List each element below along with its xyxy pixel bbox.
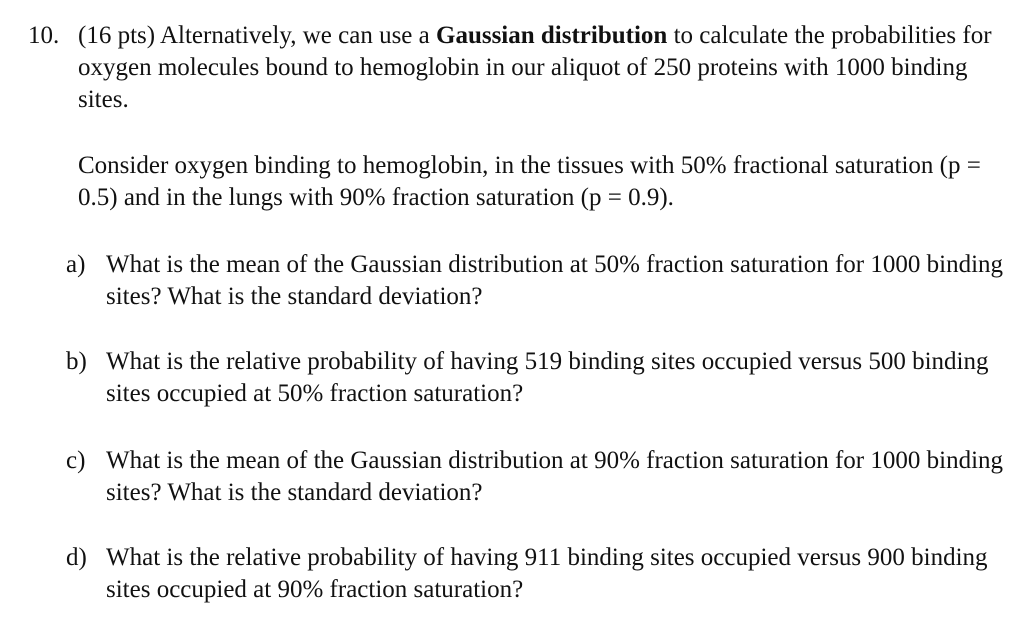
question-number: 10. <box>28 22 60 49</box>
sub-question-text: What is the relative probability of having 911 binding sites occupied versus 900 binding sites occupied at 90% fraction saturation? <box>106 544 988 603</box>
question-points: (16 pts) <box>78 22 156 49</box>
consider-paragraph: Consider oxygen binding to hemoglobin, in the tissues with 50% fractional saturation (p = 0.5) and in the lungs with 90% fraction saturation (p = 0.9). <box>78 152 981 211</box>
intro-text-end: to calculate the probabilities for oxygen molecules bound to hemoglobin in our aliquot of 250 proteins with 1000 binding sites. <box>78 22 992 113</box>
sub-question-text: What is the mean of the Gaussian distribution at 50% fraction saturation for 1000 binding sites? What is the standard deviation? <box>106 251 1004 310</box>
sub-question-text: What is the relative probability of having 519 binding sites occupied versus 500 binding sites occupied at 50% fraction saturation? <box>106 348 989 407</box>
sub-question-letter: d) <box>66 544 87 571</box>
question-intro <box>78 20 998 116</box>
sub-question-letter: a) <box>66 251 86 278</box>
sub-question-text: What is the mean of the Gaussian distribution at 90% fraction saturation for 1000 binding sites? What is the standard deviation? <box>106 447 1004 506</box>
intro-bold-term: Gaussian distribution <box>436 22 668 49</box>
sub-question-letter: c) <box>66 447 86 474</box>
sub-question-letter: b) <box>66 348 87 375</box>
intro-text-start: Alternatively, we can use a <box>155 22 436 49</box>
